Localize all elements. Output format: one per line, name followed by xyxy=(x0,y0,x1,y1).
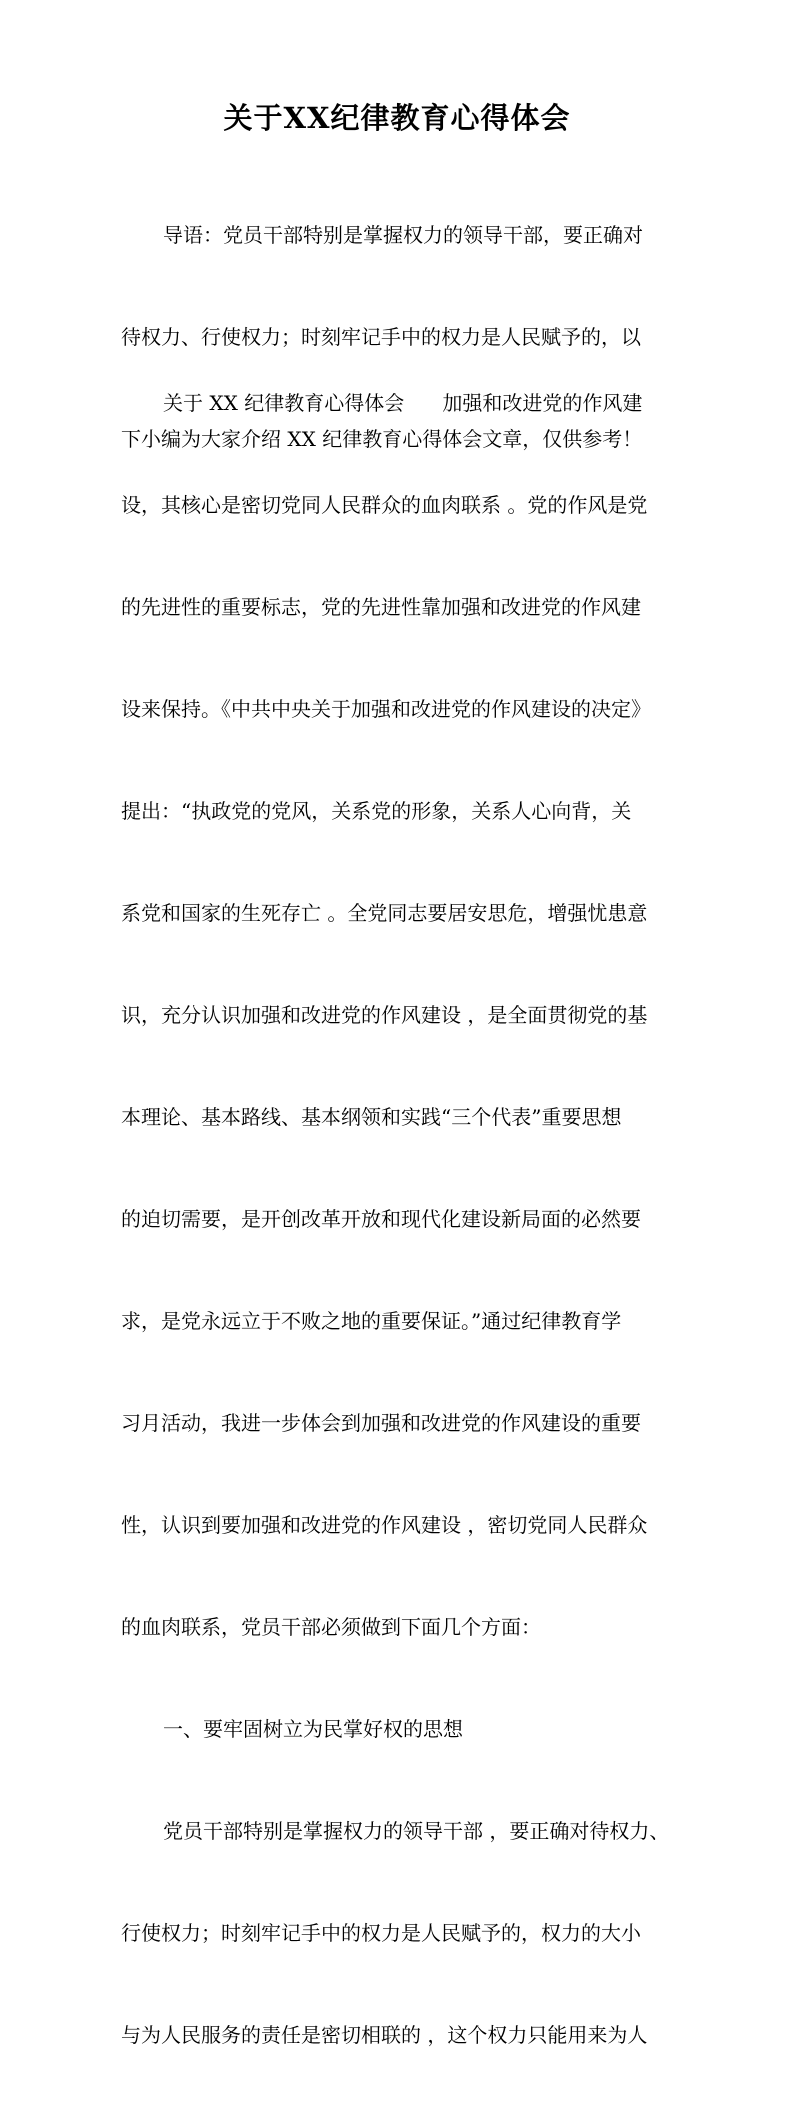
body-line: 识，充分认识加强和改进党的作风建设 ，是全面贯彻党的基 xyxy=(121,1003,648,1027)
body-line: 与为人民服务的责任是密切相联的 ，这个权力只能用来为人 xyxy=(121,2023,648,2047)
intro-line: 待权力、行使权力；时刻牢记手中的权力是人民赋予的，以 xyxy=(121,325,641,349)
main-paragraph xyxy=(121,318,681,2120)
body-line: 求，是党永远立于不败之地的重要保证。”通过纪律教育学 xyxy=(121,1309,622,1333)
body-line: 行使权力；时刻牢记手中的权力是人民赋予的，权力的大小 xyxy=(121,1921,641,1945)
body-line: 提出：“执政党的党风，关系党的形象，关系人心向背，关 xyxy=(121,799,632,823)
body-line: 的血肉联系，党员干部必须做到下面几个方面： xyxy=(121,1615,541,1639)
body-line: 本理论、基本路线、基本纲领和实践“三个代表”重要思想 xyxy=(121,1105,622,1129)
body-line: 系党和国家的生死存亡 。全党同志要居安思危，增强忧患意 xyxy=(121,901,648,925)
body-line: 设，其核心是密切党同人民群众的血肉联系 。党的作风是党 xyxy=(121,493,648,517)
body-line: 设来保持。《中共中央关于加强和改进党的作风建设的决定》 xyxy=(121,697,651,721)
body-line: 的迫切需要，是开创改革开放和现代化建设新局面的必然要 xyxy=(121,1207,641,1231)
body-line: 习月活动，我进一步体会到加强和改进党的作风建设的重要 xyxy=(121,1411,641,1435)
document-title: 关于XX纪律教育心得体会 xyxy=(223,101,571,135)
intro-line: 下小编为大家介绍 XX 纪律教育心得体会文章，仅供参考！ xyxy=(121,427,643,451)
body-line: 关于 XX 纪律教育心得体会 加强和改进党的作风建 xyxy=(163,391,643,415)
body-line: 性，认识到要加强和改进党的作风建设 ，密切党同人民群众 xyxy=(121,1513,648,1537)
intro-line: 导语：党员干部特别是掌握权力的领导干部，要正确对 xyxy=(163,223,643,247)
body-line: 党员干部特别是掌握权力的领导干部 ，要正确对待权力、 xyxy=(163,1819,670,1843)
section-heading: 一、要牢固树立为民掌好权的思想 xyxy=(163,1717,463,1741)
body-line: 的先进性的重要标志，党的先进性靠加强和改进党的作风建 xyxy=(121,595,641,619)
